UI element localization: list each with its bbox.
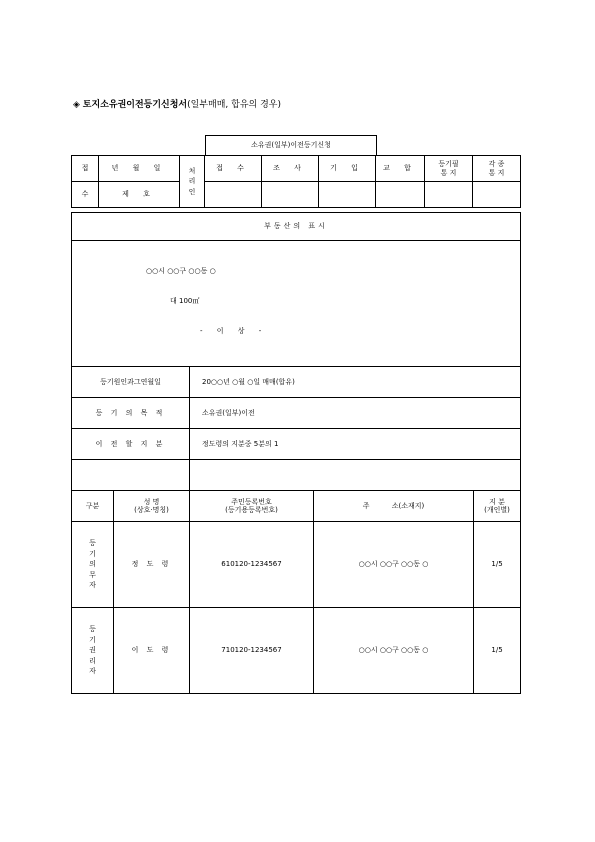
purpose-label: 등 기 의 목 적 bbox=[72, 398, 190, 429]
gyohap-cell[interactable] bbox=[376, 182, 425, 208]
table-row bbox=[72, 608, 521, 694]
receipt-table bbox=[71, 155, 521, 208]
cause-label: 등기원인과그연월일 bbox=[72, 367, 190, 398]
party-share[interactable]: 1/5 bbox=[474, 608, 521, 694]
name-header: 성 명 (상호·명칭) bbox=[114, 491, 190, 522]
party-share[interactable]: 1/5 bbox=[474, 522, 521, 608]
receipt-header: 소유권(일부)이전등기신청 bbox=[206, 136, 377, 156]
purpose-value[interactable]: 소유권(일부)이전 bbox=[190, 398, 521, 429]
main-form bbox=[71, 212, 521, 694]
no-label: 제 호 bbox=[99, 182, 180, 208]
diamond-bullet-icon: ◈ bbox=[73, 100, 80, 110]
su-label: 수 bbox=[72, 182, 99, 208]
jeop-label: 접 bbox=[72, 156, 99, 182]
share-header: 지 분 (개인별) bbox=[474, 491, 521, 522]
property-description bbox=[72, 241, 521, 367]
title-note: (일부매매, 합유의 경우) bbox=[187, 100, 281, 110]
giip-label: 기 입 bbox=[319, 156, 376, 182]
blank-label bbox=[72, 460, 190, 491]
notice1-label: 등기필 통 지 bbox=[425, 156, 473, 182]
property-header: 부동산의 표시 bbox=[72, 213, 521, 241]
notice2-cell[interactable] bbox=[473, 182, 521, 208]
table-row bbox=[72, 522, 521, 608]
gyohap-label: 교 합 bbox=[376, 156, 425, 182]
josa-cell[interactable] bbox=[262, 182, 319, 208]
party-name[interactable]: 이 도 령 bbox=[114, 608, 190, 694]
party-regno[interactable]: 710120-1234567 bbox=[190, 608, 314, 694]
cause-value[interactable]: 20○○년 ○월 ○일 매매(합유) bbox=[190, 367, 521, 398]
share-value[interactable]: 정도령의 지분중 5분의 1 bbox=[190, 429, 521, 460]
jeopsu-cell[interactable] bbox=[205, 182, 262, 208]
title-text: 토지소유권이전등기신청서 bbox=[82, 100, 188, 110]
share-label: 이 전 할 지 분 bbox=[72, 429, 190, 460]
party-regno[interactable]: 610120-1234567 bbox=[190, 522, 314, 608]
end-mark: - 이 상 - bbox=[200, 327, 262, 335]
cheori-label: 처 리 인 bbox=[180, 156, 205, 208]
josa-label: 조 사 bbox=[262, 156, 319, 182]
jeopsu-label: 접 수 bbox=[205, 156, 262, 182]
address-header: 주 소(소재지) bbox=[314, 491, 474, 522]
party-role: 등 기 권 리 자 bbox=[72, 608, 114, 694]
party-name[interactable]: 정 도 령 bbox=[114, 522, 190, 608]
regno-header: 주민등록번호 (등기용등록번호) bbox=[190, 491, 314, 522]
document-title bbox=[73, 97, 281, 110]
gubun-header: 구분 bbox=[72, 491, 114, 522]
notice2-label: 각 종 통 지 bbox=[473, 156, 521, 182]
date-label: 년 월 일 bbox=[99, 156, 180, 182]
notice1-cell[interactable] bbox=[425, 182, 473, 208]
party-role: 등 기 의 무 자 bbox=[72, 522, 114, 608]
property-area: 대 100㎡ bbox=[170, 297, 200, 305]
party-address[interactable]: ○○시 ○○구 ○○동 ○ bbox=[314, 608, 474, 694]
property-address: ○○시 ○○구 ○○동 ○ bbox=[146, 267, 216, 275]
giip-cell[interactable] bbox=[319, 182, 376, 208]
receipt-header-box bbox=[205, 135, 377, 156]
blank-value[interactable] bbox=[190, 460, 521, 491]
party-address[interactable]: ○○시 ○○구 ○○동 ○ bbox=[314, 522, 474, 608]
